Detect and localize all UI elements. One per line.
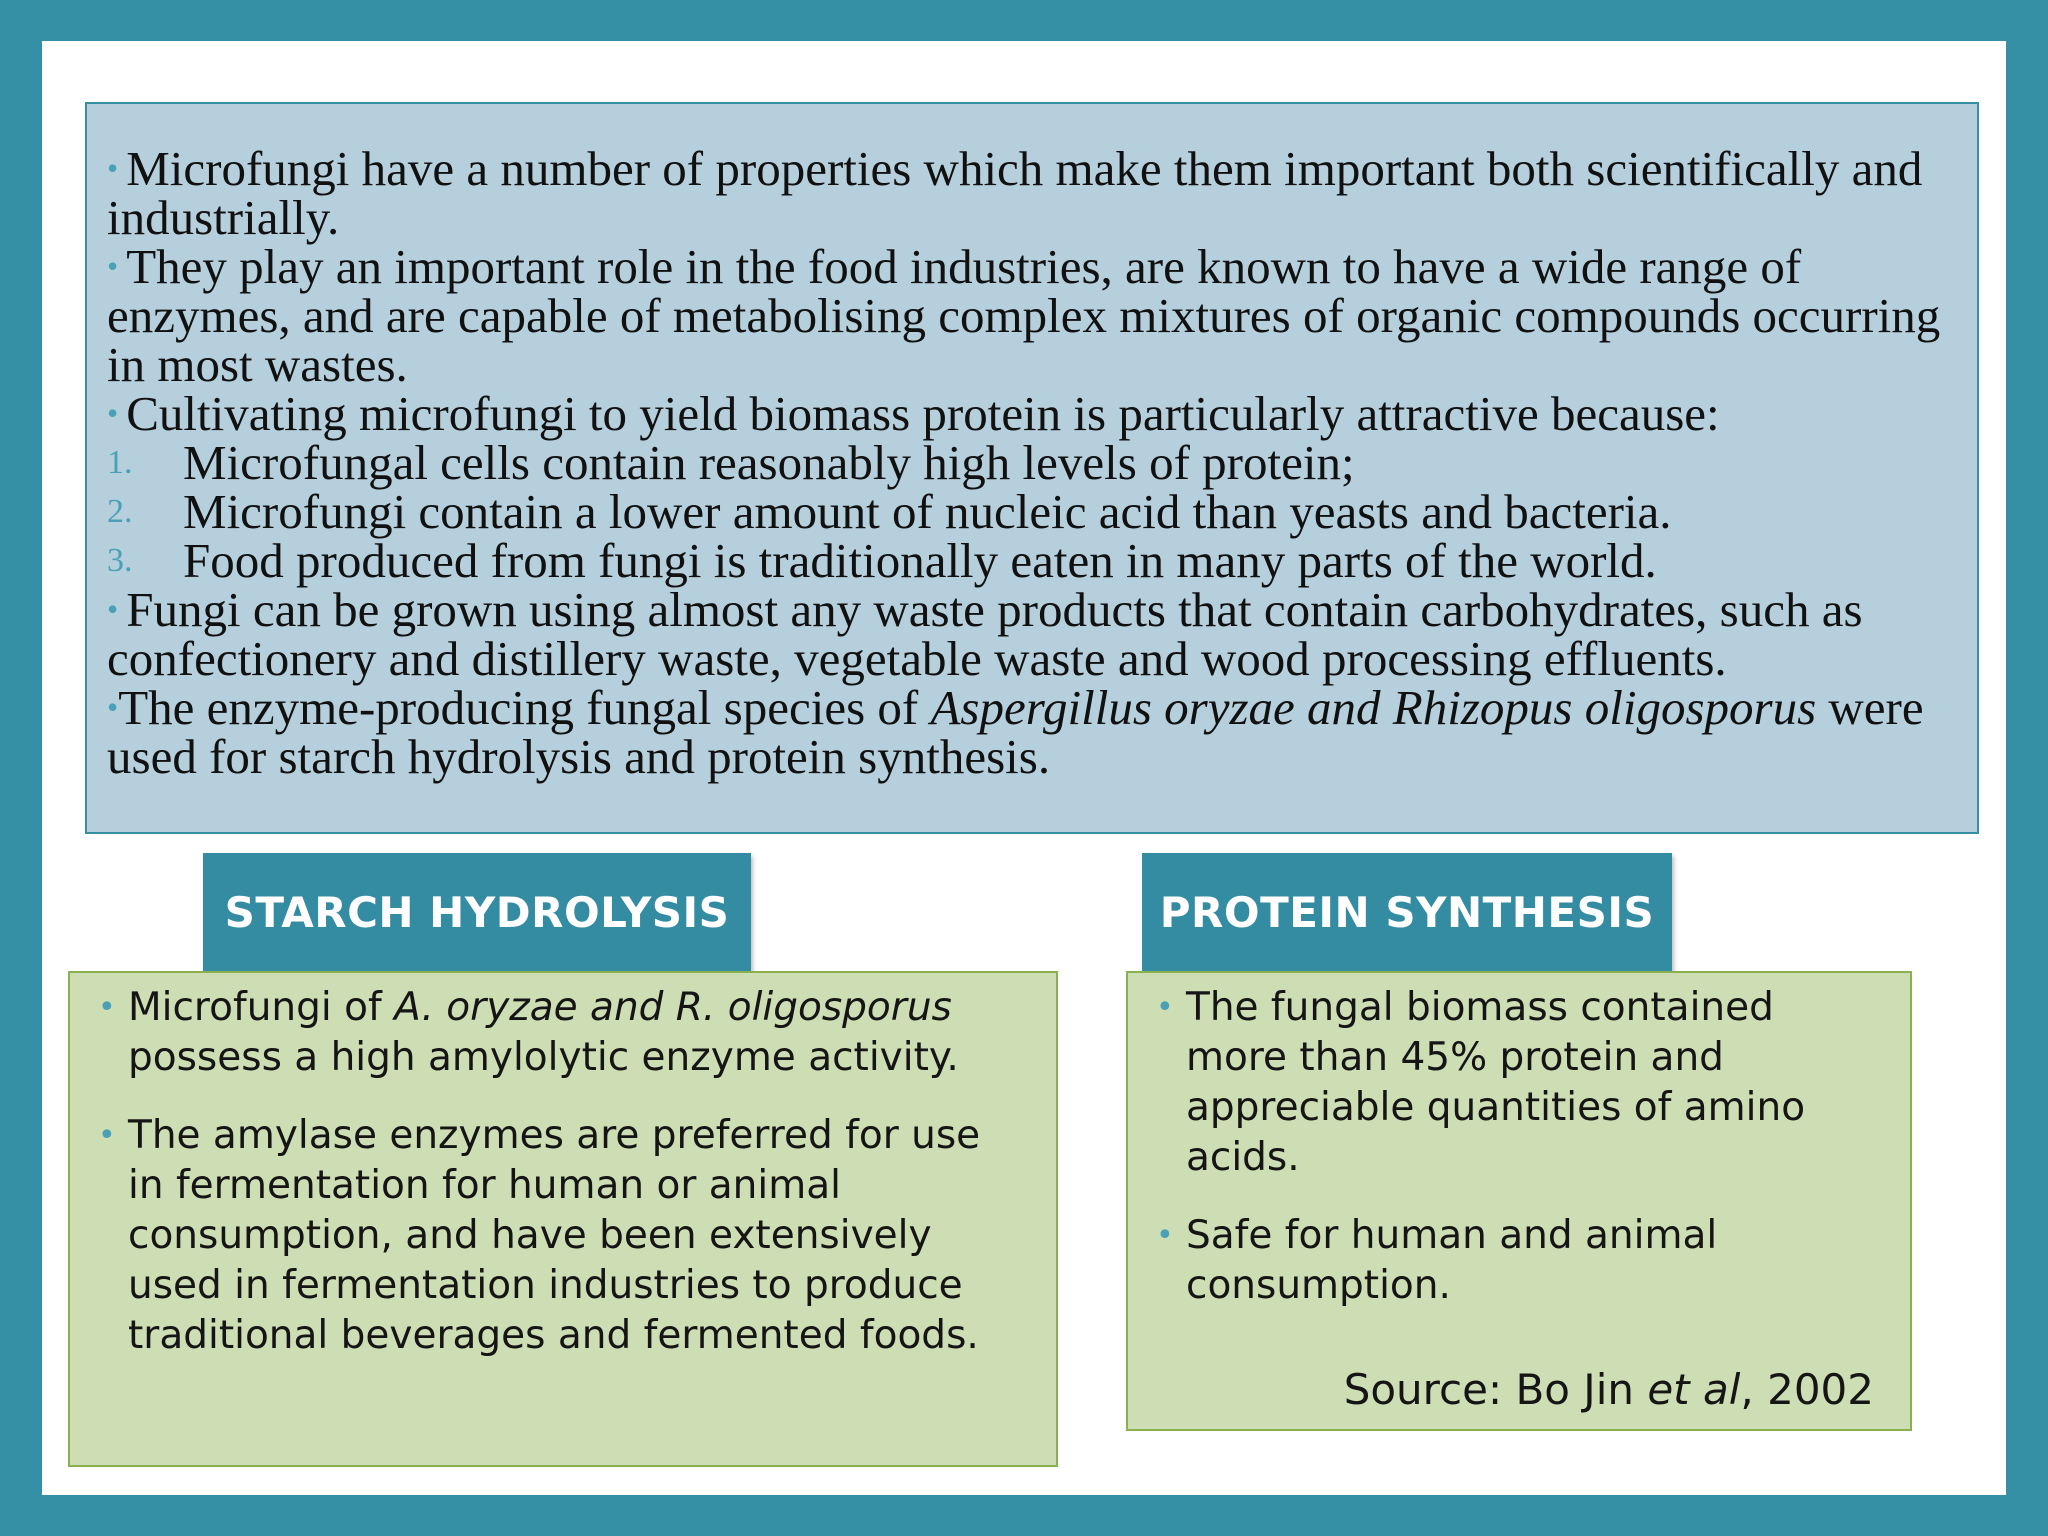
source-citation: Source: Bo Jin et al, 2002: [1343, 1365, 1874, 1414]
bullet-microfungi-properties: • Microfungi have a number of properties which make them important both scientifically and industrially.: [107, 141, 1923, 245]
bullet-dot: •: [98, 990, 116, 1025]
bullet-waste-products: • Fungi can be grown using almost any waste products that contain carbohydrates, such as confectionery and distillery waste, vegetable waste and wood processing effluents.: [107, 582, 1863, 686]
bullet-cultivating: • Cultivating microfungi to yield biomass protein is particularly attractive because:: [107, 386, 1720, 441]
bullet-dot: •: [107, 150, 119, 186]
protein-synthesis-heading: PROTEIN SYNTHESIS: [1142, 853, 1672, 971]
species-names: Aspergillus oryzae and Rhizopus oligosporus: [930, 680, 1817, 735]
bullet-dot: •: [98, 1118, 116, 1153]
species-names: A. oryzae and R. oligosporus: [394, 985, 952, 1030]
bullet-dot: •: [107, 591, 119, 627]
list-item: • Microfungi of A. oryzae and R. oligosporus possess a high amylolytic enzyme activity.: [98, 983, 1026, 1083]
bullet-dot: •: [107, 395, 119, 431]
protein-synthesis-box: [1126, 971, 1912, 1431]
numbered-item-2: 2. Microfungi contain a lower amount of nucleic acid than yeasts and bacteria.: [107, 484, 1672, 539]
bullet-dot: •: [107, 248, 119, 284]
list-item: • Safe for human and animal consumption.: [1156, 1211, 1880, 1311]
bullet-enzyme-species: •The enzyme-producing fungal species of Aspergillus oryzae and Rhizopus oligosporus were used for starch hydrolysis and protein synthesis.: [107, 680, 1924, 784]
bullet-dot: •: [107, 689, 119, 725]
list-item: • The amylase enzymes are preferred for use in fermentation for human or animal consumption, and have been extensively used in fermentation industries to produce traditional beverages and fermented foods.: [98, 1111, 1026, 1361]
starch-hydrolysis-heading: STARCH HYDROLYSIS: [203, 853, 751, 971]
item-number: 1.: [107, 444, 133, 481]
summary-box: [85, 102, 1979, 834]
bullet-food-industries: • They play an important role in the food industries, are known to have a wide range of enzymes, and are capable of metabolising complex mixtures of organic compounds occurring in most wastes.: [107, 239, 1941, 392]
numbered-item-1: 1. Microfungal cells contain reasonably high levels of protein;: [107, 435, 1355, 490]
bullet-dot: •: [1156, 1218, 1174, 1253]
item-number: 3.: [107, 542, 133, 579]
slide: [42, 41, 2006, 1495]
starch-hydrolysis-box: [68, 971, 1058, 1467]
numbered-item-3: 3. Food produced from fungi is traditionally eaten in many parts of the world.: [107, 533, 1657, 588]
item-number: 2.: [107, 493, 133, 530]
bullet-dot: •: [1156, 990, 1174, 1025]
list-item: • The fungal biomass contained more than 45% protein and appreciable quantities of amino acids.: [1156, 983, 1880, 1183]
